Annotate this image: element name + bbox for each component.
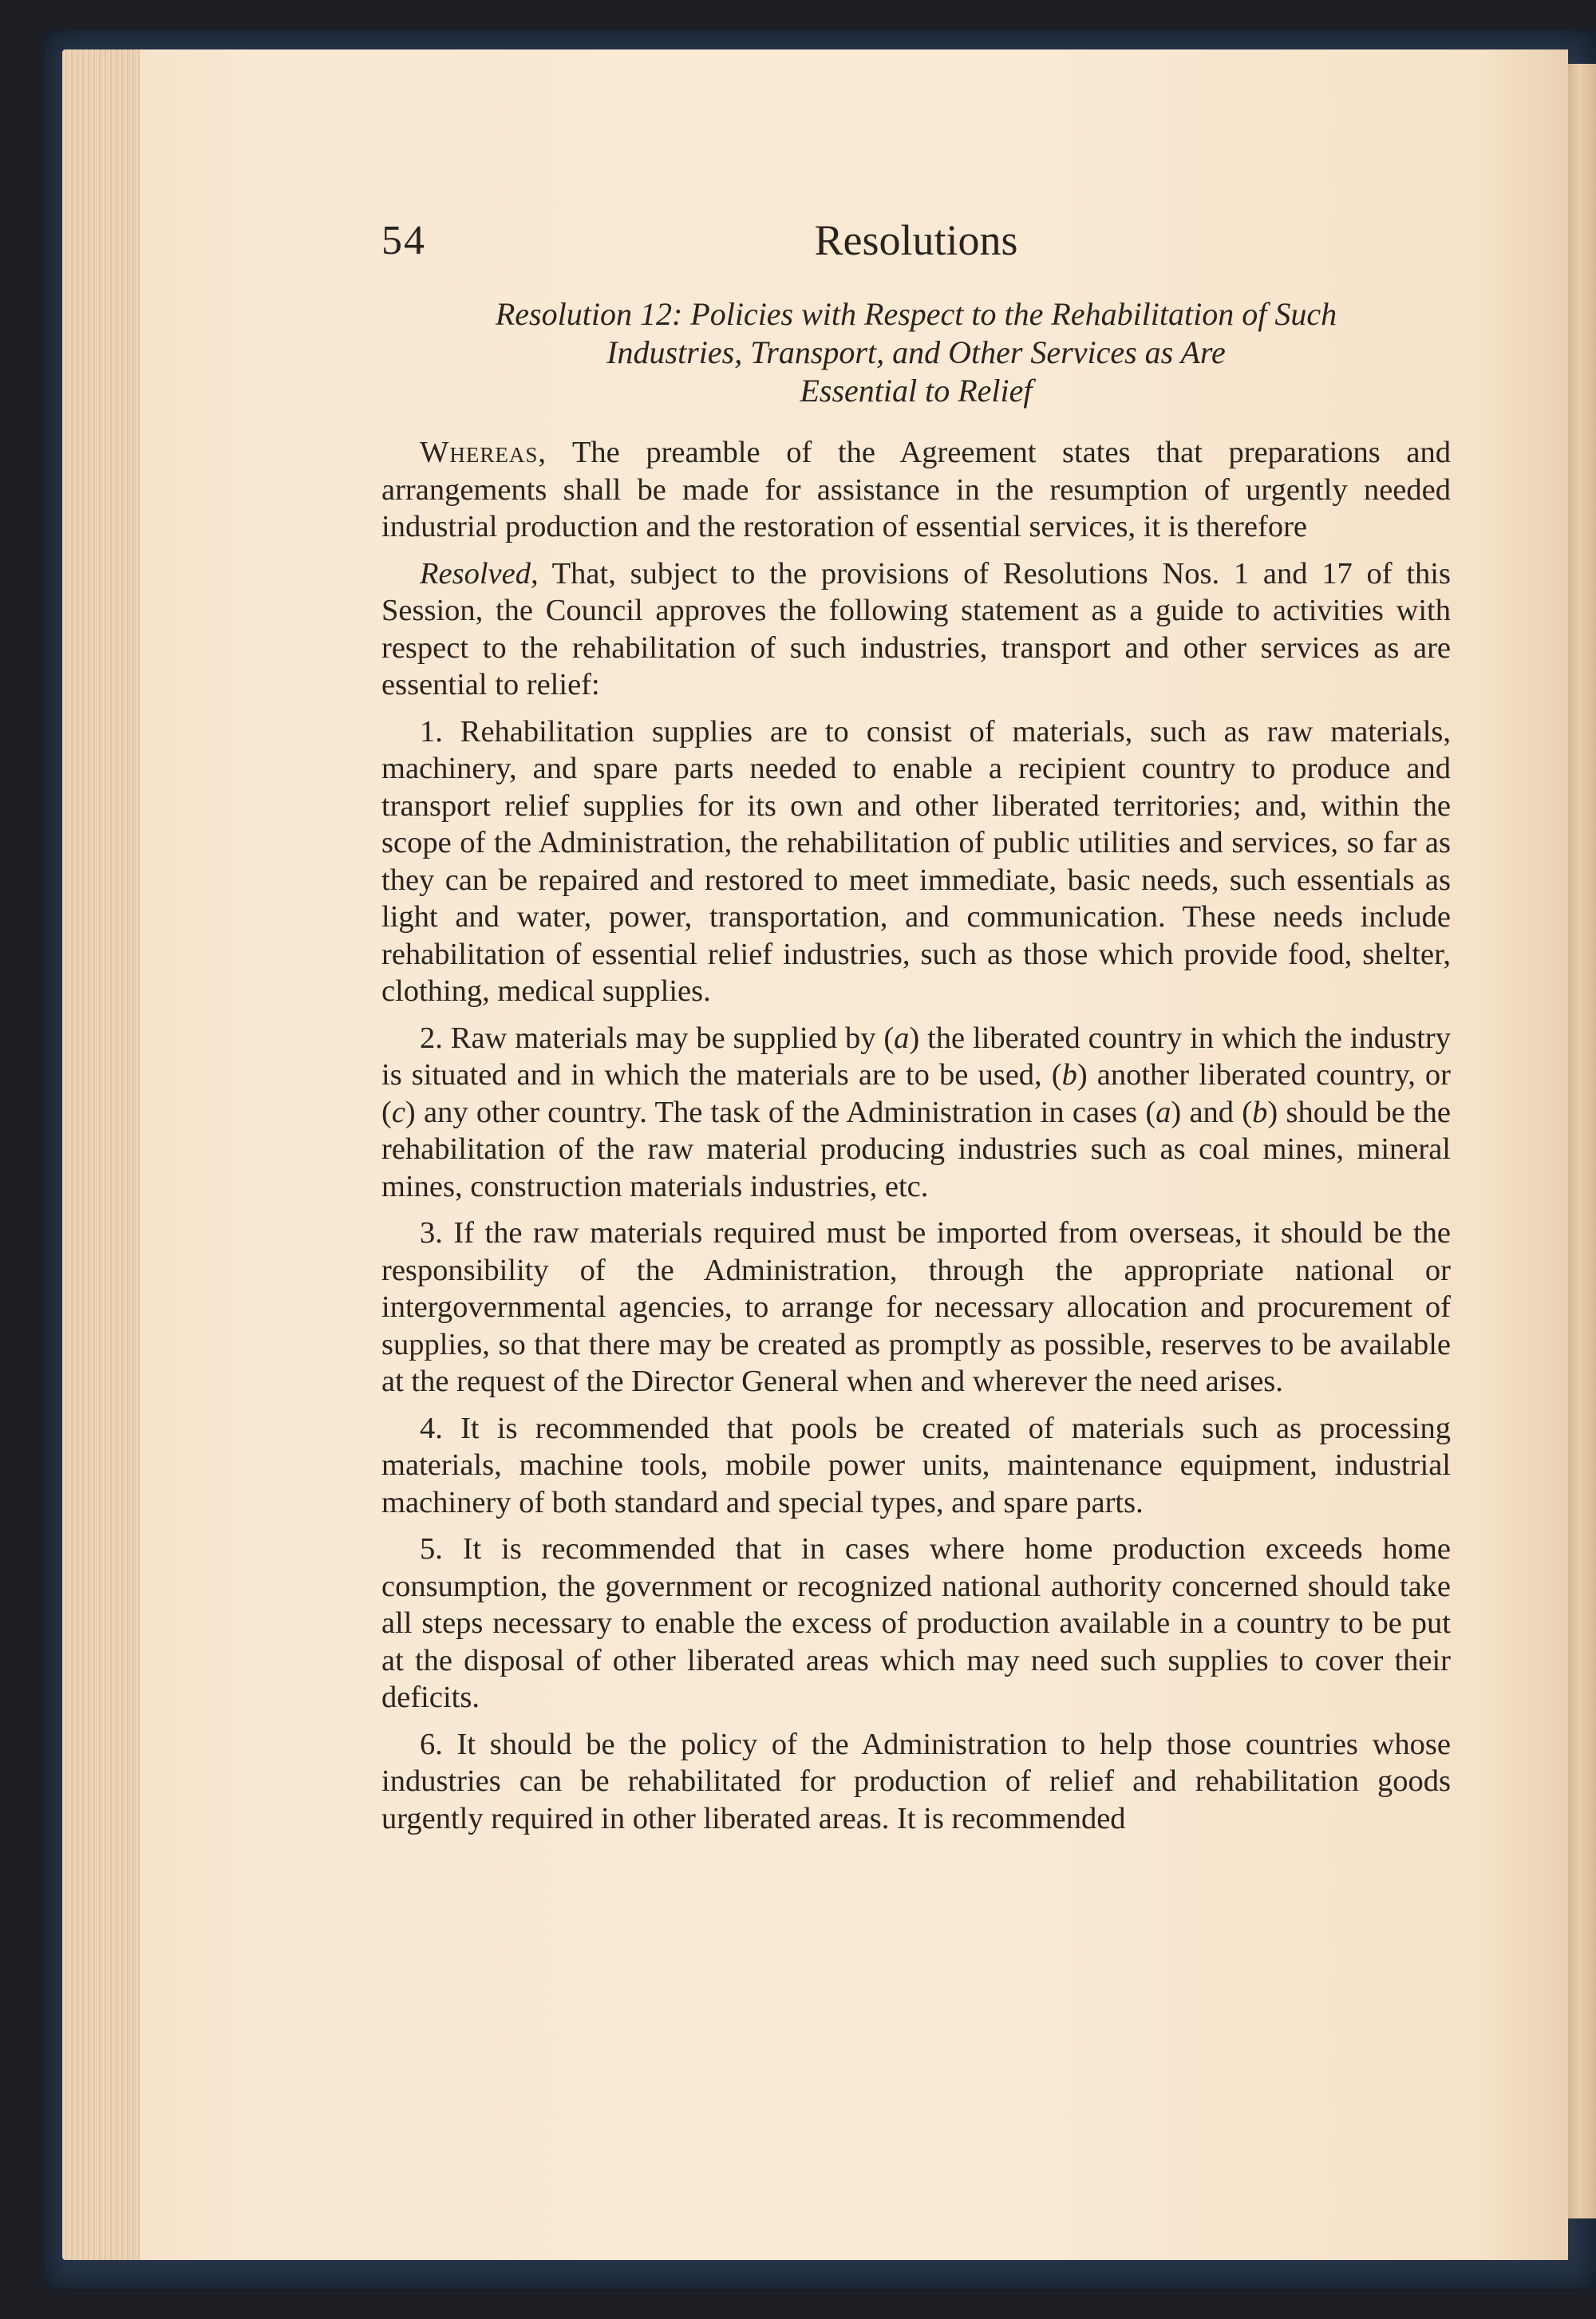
page-content — [381, 209, 1451, 1847]
page-number: 54 — [381, 218, 426, 263]
heading-line-2: Industries, Transport, and Other Services as Are — [606, 334, 1226, 370]
running-title: Resolutions — [814, 216, 1018, 264]
resolved-lead: Resolved, — [420, 556, 539, 591]
heading-line-1: Resolution 12: Policies with Respect to the Rehabilitation of Such — [495, 296, 1337, 332]
resolved-paragraph — [381, 555, 1451, 704]
body-text — [381, 434, 1451, 1837]
running-head — [381, 209, 1451, 273]
resolved-text: That, subject to the provisions of Resolutions Nos. 1 and 17 of this Session, the Council approves the following statement as a guide to activities with respect to the rehabilitation of such industries, transport and other services as are essential to relief: — [381, 556, 1451, 701]
item-2 — [381, 1020, 1451, 1206]
item-5: 5. It is recommended that in cases where home production exceeds home consumption, the government or recognized national authority concerned should take all steps necessary to enable the excess of production available in a country to be put at the disposal of other liberated areas which may need such supplies to cover their deficits. — [381, 1532, 1451, 1714]
item-2-part: 2. Raw materials may be supplied by ( — [420, 1021, 895, 1055]
whereas-lead: Whereas, — [420, 436, 547, 469]
item-2-part: ) the liberated country in which the industry is situated and in which the materials are to be used, ( — [381, 1021, 1451, 1092]
heading-line-3: Essential to Relief — [800, 373, 1033, 409]
item-1: 1. Rehabilitation supplies are to consist of materials, such as raw materials, machinery, and spare parts needed to enable a recipient country to produce and transport relief supplies for its own and other liberated territories; and, within the scope of the Administration, the rehabilitation of public utilities and services, so far as they can be repaired and restored to meet immediate, basic needs, such essentials as light and water, power, transportation, and communication. These needs include rehabilitation of essential relief industries, such as those which provide food, shelter, clothing, medical supplies. — [381, 714, 1451, 1008]
item-2-letter-b: b — [1061, 1058, 1077, 1092]
item-2-part: ) should be the rehabilitation of the raw material producing industries such as coal mines, mineral mines, construction materials industries, etc. — [381, 1095, 1452, 1203]
item-2-letter-a-ref: a — [1156, 1095, 1171, 1129]
whereas-paragraph — [381, 434, 1451, 546]
whereas-text: The preamble of the Agreement states that preparations and arrangements shall be made for assistance in the resumption of urgently needed industrial production and the restoration of essential services, it is therefore — [381, 436, 1451, 543]
item-2-part: ) any other country. The task of the Administration in cases ( — [405, 1095, 1156, 1129]
item-2-part: ) another liberated country, or ( — [381, 1058, 1451, 1129]
item-6: 6. It should be the policy of the Administration to help those countries whose industries can be rehabilitated for production of relief and rehabilitation goods urgently required in other liberated areas. It is recommended — [381, 1727, 1451, 1835]
item-2-letter-c: c — [391, 1095, 405, 1129]
item-4: 4. It is recommended that pools be created of materials such as processing materials, machine tools, mobile power units, maintenance equipment, industrial machinery of both standard and special types, and spare parts. — [381, 1411, 1451, 1519]
item-2-part: ) and ( — [1171, 1095, 1253, 1129]
resolution-heading — [381, 295, 1451, 410]
item-2-letter-b-ref: b — [1252, 1095, 1268, 1129]
item-2-letter-a: a — [894, 1021, 910, 1055]
item-3: 3. If the raw materials required must be imported from overseas, it should be the responsibility of the Administration, through the appropriate national or intergovernmental agencies, to arrange for necessary allocation and procurement of supplies, so that there may be created as promptly as possible, reserves to be available at the request of the Director General when and wherever the need arises. — [381, 1216, 1451, 1398]
